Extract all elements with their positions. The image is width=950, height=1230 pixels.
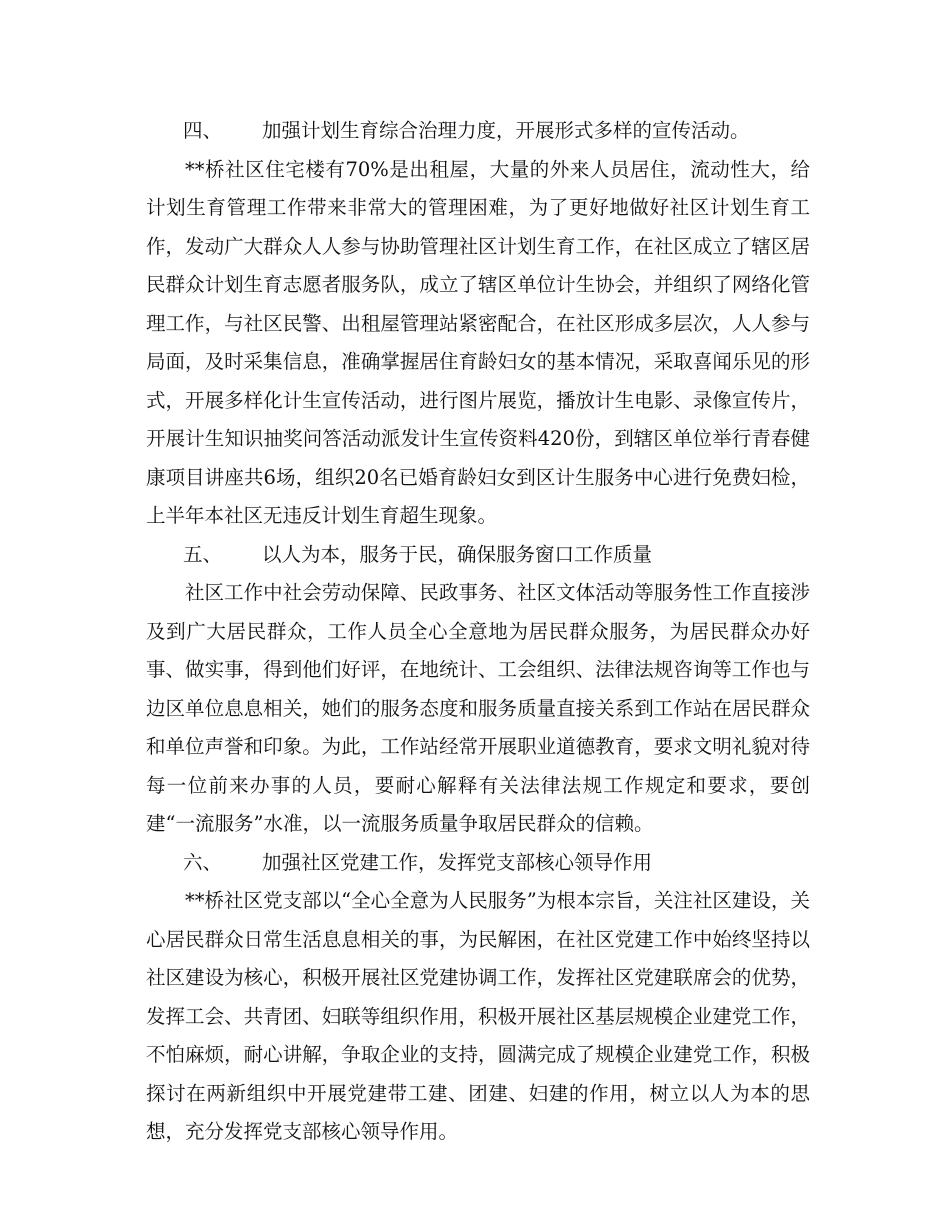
section-body: **桥社区党支部以“全心全意为人民服务”为根本宗旨，关注社区建设，关心居民群众日常生活息息相关的事，为民解困，在社区党建工作中始终坚持以社区建设为核心，积极开展社区党建协调工作，发挥社区党建联席会的优势，发挥工会、共青团、妇联等组织作用，积极开展社区基层规模企业建党工作，不怕麻烦，耐心讲解，争取企业的支持，圆满完成了规模企业建党工作，积极探讨在两新组织中开展党建带工建、团建、妇建的作用，树立以人为本的思想，充分发挥党支部核心领导作用。 (146, 889, 810, 1143)
section-title: 加强计划生育综合治理力度，开展形式多样的宣传活动。 (262, 119, 750, 142)
section-number: 六、 (183, 850, 223, 874)
section-title: 加强社区党建工作，发挥党支部核心领导作用 (262, 850, 653, 874)
section-heading (146, 536, 810, 575)
section-heading (146, 112, 810, 151)
section-number: 五、 (183, 542, 223, 566)
section-heading (146, 844, 810, 883)
document-page (146, 112, 810, 1152)
section-body: **桥社区住宅楼有70%是出租屋，大量的外来人员居住，流动性大，给计划生育管理工作带来非常大的管理困难，为了更好地做好社区计划生育工作，发动广大群众人人参与协助管理社区计划生育工作，在社区成立了辖区居民群众计划生育志愿者服务队，成立了辖区单位计生协会，并组织了网络化管理工作，与社区民警、出租屋管理站紧密配合，在社区形成多层次，人人参与局面，及时采集信息，准确掌握居住育龄妇女的基本情况，采取喜闻乐见的形式，开展多样化计生宣传活动，进行图片展览，播放计生电影、录像宣传片，开展计生知识抽奖问答活动派发计生宣传资料420份，到辖区单位举行青春健康项目讲座共6场，组织20名已婚育龄妇女到区计生服务中心进行免费妇检，上半年本社区无违反计划生育超生现象。 (146, 157, 810, 527)
section-number: 四、 (183, 119, 223, 142)
section-title: 以人为本，服务于民，确保服务窗口工作质量 (262, 542, 653, 566)
section-body: 社区工作中社会劳动保障、民政事务、社区文体活动等服务性工作直接涉及到广大居民群众，工作人员全心全意地为居民群众服务，为居民群众办好事、做实事，得到他们好评，在地统计、工会组织、法律法规咨询等工作也与边区单位息息相关，她们的服务态度和服务质量直接关系到工作站在居民群众和单位声誉和印象。为此，工作站经常开展职业道德教育，要求文明礼貌对待每一位前来办事的人员，要耐心解释有关法律法规工作规定和要求，要创建“一流服务”水准，以一流服务质量争取居民群众的信赖。 (146, 581, 810, 835)
